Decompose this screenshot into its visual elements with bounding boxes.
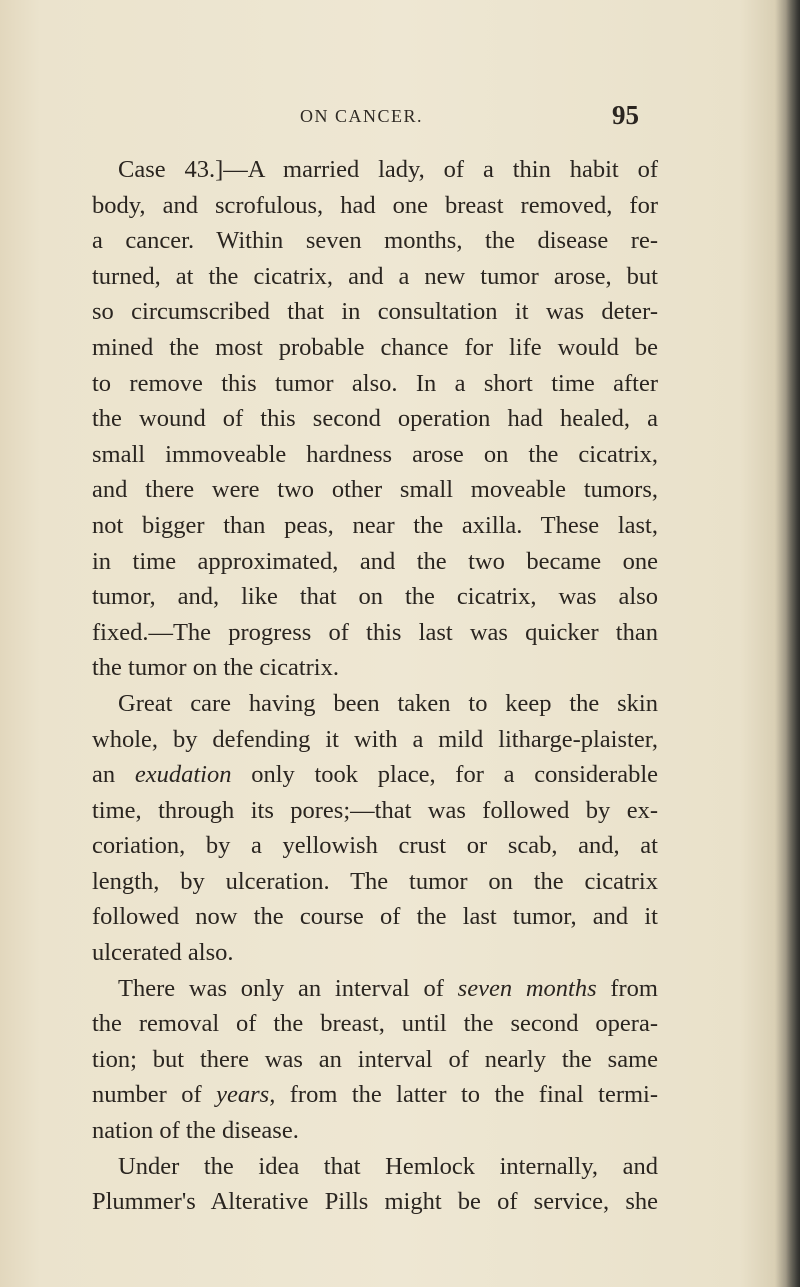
text-fragment: from <box>596 974 658 1002</box>
text-fragment: There was only an interval of <box>118 974 458 1002</box>
text-fragment: number of <box>92 1081 217 1109</box>
page-header <box>0 100 800 140</box>
text-line: the tumor on the cicatrix. <box>92 654 339 682</box>
text-line: turned, at the cicatrix, and a new tumor arose, but <box>92 262 658 290</box>
text-line: ulcerated also. <box>92 939 234 967</box>
text-line: and there were two other small moveable tumors, <box>92 476 658 504</box>
text-line <box>92 1077 658 1113</box>
text-line: fixed.—The progress of this last was quicker than <box>92 618 658 646</box>
italic-term: years, <box>216 1081 276 1109</box>
paragraph-hemlock <box>92 1149 658 1220</box>
text-line: coriation, by a yellowish crust or scab, and, at <box>92 832 658 860</box>
text-line: length, by ulceration. The tumor on the cicatrix <box>92 867 658 895</box>
text-line: the wound of this second operation had healed, a <box>92 405 658 433</box>
text-line: a cancer. Within seven months, the disease re- <box>92 227 658 255</box>
text-line: to remove this tumor also. In a short time after <box>92 369 658 397</box>
text-line: so circumscribed that in consultation it was deter- <box>92 298 658 326</box>
text-line: Great care having been taken to keep the skin <box>118 689 658 717</box>
italic-term: exudation <box>134 761 232 789</box>
text-fragment: from the latter to the final termi- <box>275 1081 658 1109</box>
text-line: Under the idea that Hemlock internally, and <box>118 1152 658 1180</box>
text-line: nation of the disease. <box>92 1117 299 1145</box>
paragraph-treatment <box>92 686 658 971</box>
text-line: tion; but there was an interval of nearly the same <box>92 1045 658 1073</box>
italic-term: seven months <box>457 974 597 1002</box>
text-line: Case 43.]—A married lady, of a thin habit of <box>118 156 658 183</box>
body-text <box>92 152 658 1220</box>
text-line: in time approximated, and the two became one <box>92 547 658 575</box>
text-line: whole, by defending it with a mild litharge-plaister, <box>92 725 658 753</box>
running-head: ON CANCER. <box>300 106 424 126</box>
text-line: Plummer's Alterative Pills might be of service, she <box>92 1188 658 1216</box>
text-line: the removal of the breast, until the second opera- <box>92 1010 658 1038</box>
text-line: mined the most probable chance for life would be <box>92 333 658 361</box>
text-line: body, and scrofulous, had one breast removed, for <box>92 191 658 219</box>
page-number: 95 <box>612 100 639 130</box>
text-line: small immoveable hardness arose on the cicatrix, <box>92 440 658 468</box>
text-fragment: an <box>92 761 135 789</box>
text-line <box>92 971 658 1007</box>
text-line: tumor, and, like that on the cicatrix, was also <box>92 583 658 611</box>
text-line: time, through its pores;—that was followed by ex- <box>92 796 658 824</box>
text-line: followed now the course of the last tumor, and it <box>92 903 658 931</box>
binding-shadow <box>786 0 800 1287</box>
text-line <box>92 757 658 793</box>
paragraph-case-43 <box>92 152 658 686</box>
text-line: not bigger than peas, near the axilla. These last, <box>92 511 658 539</box>
paragraph-interval <box>92 971 658 1149</box>
text-fragment: only took place, for a considerable <box>231 761 659 789</box>
